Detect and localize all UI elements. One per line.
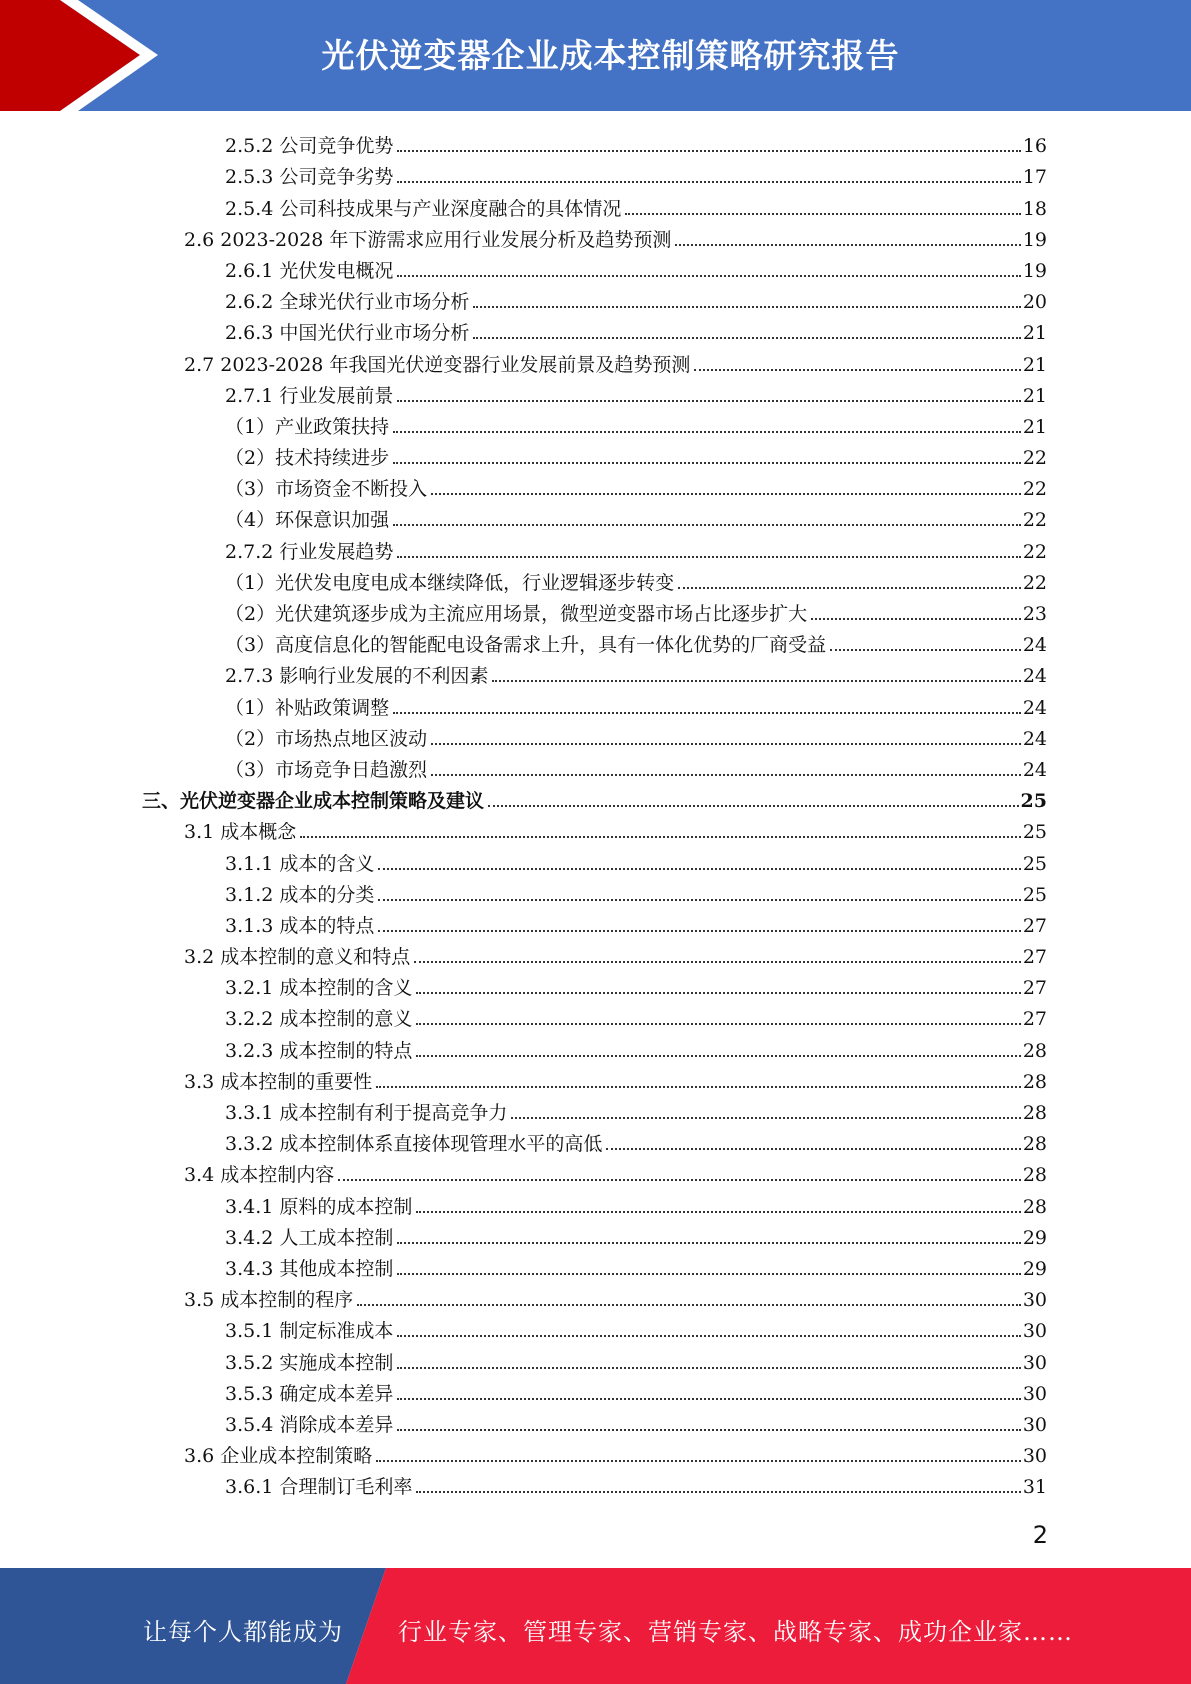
toc-entry[interactable]	[0, 252, 1047, 283]
toc-entry[interactable]	[0, 907, 1047, 938]
toc-entry-title: （1）补贴政策调整	[225, 696, 390, 719]
toc-entry-page: 30	[1022, 1320, 1047, 1343]
toc-entry-title: 2.6.3 中国光伏行业市场分析	[225, 322, 470, 345]
toc-entry[interactable]	[0, 439, 1047, 470]
toc-entry-title: 3.4.1 原料的成本控制	[225, 1195, 413, 1218]
toc-entry[interactable]	[0, 595, 1047, 626]
toc-entry-page: 30	[1022, 1445, 1047, 1468]
toc-entry[interactable]	[0, 782, 1047, 813]
toc-entry[interactable]	[0, 1312, 1047, 1343]
toc-dot-leader	[414, 961, 1021, 963]
toc-entry[interactable]	[0, 969, 1047, 1000]
toc-dot-leader	[675, 244, 1020, 246]
toc-entry-title: 3.3 成本控制的重要性	[184, 1070, 373, 1093]
toc-dot-leader	[393, 524, 1021, 526]
toc-dot-leader	[397, 400, 1020, 402]
toc-entry-title: 3.6 企业成本控制策略	[184, 1445, 373, 1468]
toc-entry[interactable]	[0, 1156, 1047, 1187]
toc-entry-title: 3.5.2 实施成本控制	[225, 1351, 394, 1374]
toc-entry[interactable]	[0, 1375, 1047, 1406]
toc-entry[interactable]	[0, 1250, 1047, 1281]
toc-dot-leader	[397, 556, 1020, 558]
toc-entry[interactable]	[0, 1031, 1047, 1062]
toc-entry-page: 28	[1022, 1164, 1047, 1187]
toc-entry-title: 2.6.1 光伏发电概况	[225, 259, 394, 282]
toc-entry-title: （1）产业政策扶持	[225, 415, 390, 438]
toc-entry-page: 31	[1022, 1476, 1047, 1499]
toc-entry-page: 29	[1022, 1257, 1047, 1280]
toc-dot-leader	[378, 899, 1020, 901]
toc-entry-page: 19	[1022, 259, 1047, 282]
toc-entry[interactable]	[0, 1406, 1047, 1437]
toc-entry-page: 30	[1022, 1382, 1047, 1405]
toc-entry[interactable]	[0, 1437, 1047, 1468]
toc-entry-page: 21	[1022, 384, 1047, 407]
toc-entry[interactable]	[0, 501, 1047, 532]
toc-entry[interactable]	[0, 1187, 1047, 1218]
toc-entry[interactable]	[0, 1343, 1047, 1374]
toc-entry[interactable]	[0, 189, 1047, 220]
toc-entry-page: 18	[1022, 197, 1047, 220]
toc-entry-title: 3.4.2 人工成本控制	[225, 1226, 394, 1249]
toc-dot-leader	[397, 1367, 1020, 1369]
toc-dot-leader	[393, 712, 1021, 714]
toc-entry[interactable]	[0, 1000, 1047, 1031]
toc-entry-page: 22	[1022, 509, 1047, 532]
toc-entry-title: 2.7 2023-2028 年我国光伏逆变器行业发展前景及趋势预测	[184, 353, 691, 376]
toc-entry-page: 27	[1022, 914, 1047, 937]
toc-entry[interactable]	[0, 844, 1047, 875]
page-number: 2	[1032, 1521, 1048, 1549]
toc-entry-page: 24	[1022, 665, 1047, 688]
toc-entry-title: 2.6 2023-2028 年下游需求应用行业发展分析及趋势预测	[184, 228, 672, 251]
toc-dot-leader	[397, 1429, 1020, 1431]
toc-entry-page: 22	[1022, 540, 1047, 563]
toc-entry-page: 25	[1020, 790, 1047, 813]
toc-entry-page: 25	[1022, 883, 1047, 906]
toc-entry-page: 20	[1022, 291, 1047, 314]
toc-dot-leader	[300, 836, 1021, 838]
toc-entry-page: 25	[1022, 852, 1047, 875]
toc-dot-leader	[378, 868, 1020, 870]
toc-entry-page: 27	[1022, 946, 1047, 969]
toc-dot-leader	[830, 649, 1021, 651]
toc-entry-title: 3.5.3 确定成本差异	[225, 1382, 394, 1405]
toc-entry[interactable]	[0, 688, 1047, 719]
toc-dot-leader	[694, 369, 1020, 371]
toc-entry-page: 22	[1022, 571, 1047, 594]
toc-entry[interactable]	[0, 564, 1047, 595]
toc-dot-leader	[811, 618, 1021, 620]
toc-entry-title: 3.1.2 成本的分类	[225, 883, 375, 906]
footer-slogan-right: 行业专家、管理专家、营销专家、战略专家、成功企业家……	[398, 1618, 1073, 1646]
toc-entry[interactable]	[0, 1063, 1047, 1094]
page-header	[0, 0, 1191, 111]
toc-entry-page: 28	[1022, 1102, 1047, 1124]
toc-entry-page: 28	[1022, 1133, 1047, 1156]
toc-entry[interactable]	[0, 470, 1047, 501]
toc-entry-title: （2）技术持续进步	[225, 447, 390, 470]
toc-dot-leader	[376, 1086, 1021, 1088]
toc-entry[interactable]	[0, 127, 1047, 158]
toc-entry[interactable]	[0, 221, 1047, 252]
toc-entry-title: 2.5.3 公司竞争劣势	[225, 166, 394, 189]
toc-entry-title: 3.2.3 成本控制的特点	[225, 1039, 413, 1062]
toc-entry[interactable]	[0, 408, 1047, 439]
toc-entry-title: 3.3.2 成本控制体系直接体现管理水平的高低	[225, 1133, 603, 1156]
toc-entry-title: 三、光伏逆变器企业成本控制策略及建议	[142, 790, 485, 813]
toc-entry-page: 24	[1022, 727, 1047, 750]
toc-entry-page: 28	[1022, 1039, 1047, 1062]
toc-entry-title: 3.2.2 成本控制的意义	[225, 1008, 413, 1031]
toc-entry-page: 24	[1022, 758, 1047, 781]
toc-entry[interactable]	[0, 1125, 1047, 1156]
toc-entry-page: 27	[1022, 1008, 1047, 1031]
toc-entry-page: 28	[1022, 1195, 1047, 1218]
toc-entry[interactable]	[0, 657, 1047, 688]
toc-entry-title: 2.7.3 影响行业发展的不利因素	[225, 665, 489, 688]
toc-entry-title: （2）市场热点地区波动	[225, 727, 428, 750]
toc-entry[interactable]	[0, 876, 1047, 907]
toc-dot-leader	[416, 1491, 1020, 1493]
toc-entry[interactable]	[0, 813, 1047, 844]
toc-entry-page: 30	[1022, 1351, 1047, 1374]
toc-entry[interactable]	[0, 720, 1047, 751]
toc-entry-title: 3.2 成本控制的意义和特点	[184, 946, 411, 969]
toc-dot-leader	[416, 1055, 1020, 1057]
toc-entry-title: （4）环保意识加强	[225, 509, 390, 532]
toc-entry[interactable]	[0, 1219, 1047, 1250]
toc-dot-leader	[357, 1304, 1021, 1306]
toc-entry-title: 3.5.1 制定标准成本	[225, 1320, 394, 1343]
toc-entry[interactable]	[0, 938, 1047, 969]
toc-entry[interactable]	[0, 532, 1047, 563]
toc-dot-leader	[378, 930, 1020, 932]
toc-entry-page: 21	[1022, 322, 1047, 345]
toc-entry-title: （3）高度信息化的智能配电设备需求上升，具有一体化优势的厂商受益	[225, 634, 827, 657]
toc-dot-leader	[416, 1023, 1020, 1025]
toc-dot-leader	[376, 1460, 1021, 1462]
toc-dot-leader	[431, 774, 1021, 776]
toc-entry-title: 3.6.1 合理制订毛利率	[225, 1476, 413, 1499]
toc-entry[interactable]	[0, 283, 1047, 314]
toc-dot-leader	[431, 743, 1021, 745]
toc-entry-title: （3）市场竞争日趋激烈	[225, 758, 428, 781]
toc-entry-page: 29	[1022, 1226, 1047, 1249]
toc-entry-title: 3.3.1 成本控制有利于提高竞争力	[225, 1102, 508, 1124]
toc-dot-leader	[338, 1179, 1021, 1181]
toc-entry-title: 3.1.1 成本的含义	[225, 852, 375, 875]
toc-entry-page: 27	[1022, 977, 1047, 1000]
toc-entry[interactable]	[0, 751, 1047, 782]
toc-entry-page: 22	[1022, 447, 1047, 470]
toc-dot-leader	[397, 1398, 1020, 1400]
toc-entry[interactable]	[0, 158, 1047, 189]
toc-dot-leader	[492, 680, 1020, 682]
toc-entry-title: 3.5 成本控制的程序	[184, 1289, 354, 1312]
toc-entry-page: 23	[1022, 603, 1047, 625]
footer-slogan-left: 让每个人都能成为	[143, 1618, 343, 1646]
toc-entry-title: 2.5.4 公司科技成果与产业深度融合的具体情况	[225, 197, 622, 220]
toc-dot-leader	[393, 462, 1021, 464]
toc-entry-title: 3.4.3 其他成本控制	[225, 1257, 394, 1280]
page-footer	[0, 1568, 1191, 1684]
table-of-contents	[0, 127, 1191, 1499]
toc-entry-page: 16	[1022, 135, 1047, 158]
toc-entry-page: 24	[1022, 634, 1047, 657]
toc-entry-title: 3.2.1 成本控制的含义	[225, 977, 413, 1000]
toc-dot-leader	[397, 275, 1020, 277]
toc-dot-leader	[678, 587, 1021, 589]
toc-entry-title: 2.7.1 行业发展前景	[225, 384, 394, 407]
toc-entry-title: 3.4 成本控制内容	[184, 1164, 335, 1187]
toc-dot-leader	[416, 992, 1020, 994]
toc-dot-leader	[397, 1335, 1020, 1337]
toc-entry-title: 3.1 成本概念	[184, 821, 297, 844]
toc-dot-leader	[625, 213, 1020, 215]
toc-dot-leader	[473, 306, 1020, 308]
toc-dot-leader	[397, 1273, 1020, 1275]
toc-entry[interactable]	[0, 377, 1047, 408]
toc-entry-page: 21	[1022, 353, 1047, 376]
toc-entry-title: 3.1.3 成本的特点	[225, 914, 375, 937]
toc-dot-leader	[488, 805, 1019, 807]
toc-entry-title: 3.5.4 消除成本差异	[225, 1413, 394, 1436]
toc-entry-page: 25	[1022, 821, 1047, 844]
toc-entry-title: （3）市场资金不断投入	[225, 478, 428, 501]
toc-entry-page: 17	[1022, 166, 1047, 189]
toc-entry-page: 21	[1022, 415, 1047, 438]
toc-entry-title: （1）光伏发电度电成本继续降低，行业逻辑逐步转变	[225, 571, 675, 594]
toc-dot-leader	[416, 1211, 1020, 1213]
toc-entry-page: 28	[1022, 1070, 1047, 1093]
toc-entry-page: 24	[1022, 696, 1047, 719]
toc-entry-page: 30	[1022, 1289, 1047, 1312]
toc-entry-title: 2.7.2 行业发展趋势	[225, 540, 394, 563]
toc-entry-page: 19	[1022, 228, 1047, 251]
toc-entry[interactable]	[0, 1281, 1047, 1312]
toc-dot-leader	[393, 431, 1021, 433]
toc-entry-title: （2）光伏建筑逐步成为主流应用场景，微型逆变器市场占比逐步扩大	[225, 603, 808, 625]
toc-dot-leader	[397, 181, 1020, 183]
toc-dot-leader	[397, 150, 1020, 152]
toc-dot-leader	[606, 1148, 1020, 1150]
toc-dot-leader	[431, 493, 1021, 495]
toc-entry[interactable]	[0, 314, 1047, 345]
toc-entry[interactable]	[0, 1094, 1047, 1125]
toc-entry-title: 2.6.2 全球光伏行业市场分析	[225, 291, 470, 314]
toc-dot-leader	[397, 1242, 1020, 1244]
toc-entry[interactable]	[0, 1468, 1047, 1499]
toc-entry-page: 22	[1022, 478, 1047, 501]
report-title: 光伏逆变器企业成本控制策略研究报告	[321, 36, 900, 75]
toc-dot-leader	[473, 337, 1020, 339]
toc-entry[interactable]	[0, 626, 1047, 657]
toc-entry-page: 30	[1022, 1413, 1047, 1436]
toc-entry[interactable]	[0, 345, 1047, 376]
toc-dot-leader	[511, 1117, 1020, 1119]
toc-entry-title: 2.5.2 公司竞争优势	[225, 135, 394, 158]
